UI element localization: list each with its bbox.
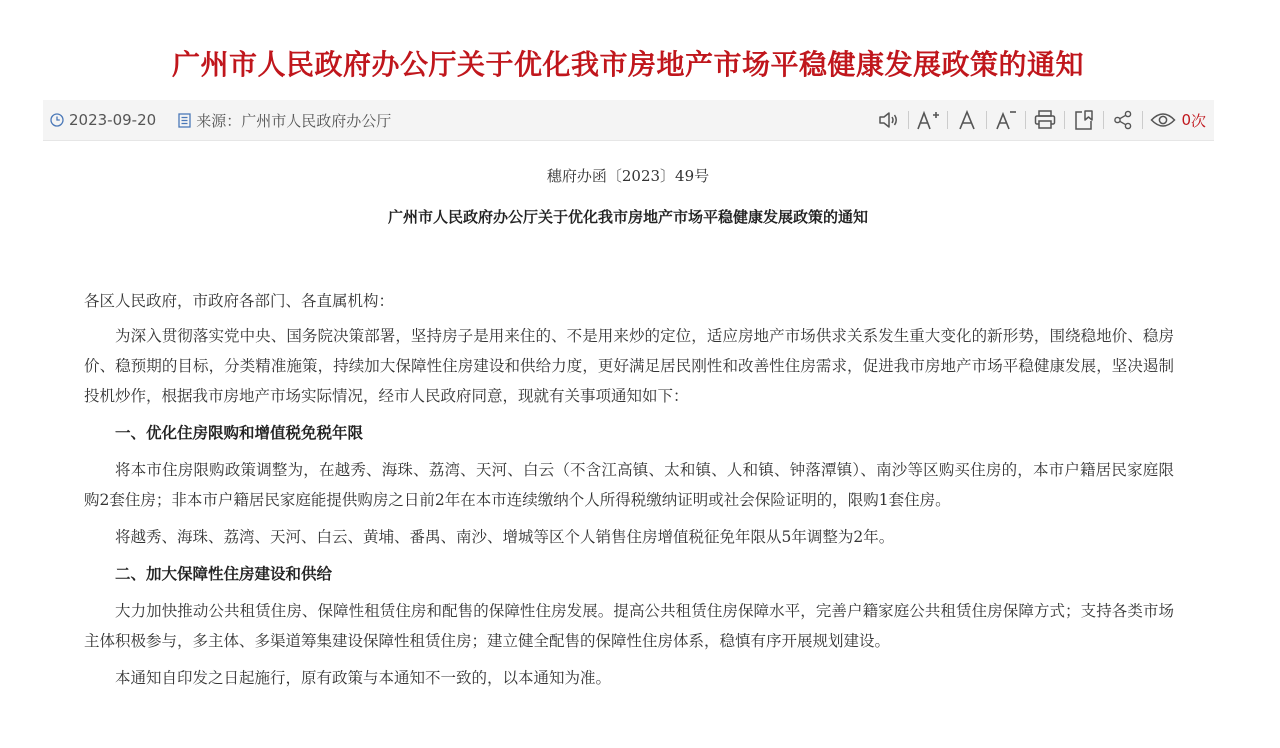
document-subtitle: 广州市人民政府办公厅关于优化我市房地产市场平稳健康发展政策的通知: [387, 208, 868, 226]
article-body: [84, 286, 1174, 700]
document-number: 穗府办函〔2023〕49号: [546, 167, 710, 185]
view-count: [1142, 100, 1206, 140]
read-aloud-button[interactable]: [869, 100, 908, 140]
page-title: 广州市人民政府办公厅关于优化我市房地产市场平稳健康发展政策的通知: [171, 47, 1084, 81]
share-icon: [1113, 110, 1133, 130]
section-heading: 一、优化住房限购和增值税免税年限: [115, 423, 364, 442]
source-label: 来源：: [196, 111, 242, 130]
paragraph: 大力加快推动公共租赁住房、保障性租赁住房和配售的保障性住房发展。提高公共租赁住房保障水平，完善户籍家庭公共租赁住房保障方式；支持各类市场主体积极参与，多主体、多渠道筹集建设保障性租赁住房；建立健全配售的保障性住房体系，稳慎有序开展规划建设。: [84, 602, 1174, 650]
bookmark-icon: [1073, 109, 1095, 131]
speaker-icon: [878, 110, 900, 130]
view-count-unit: 次: [1190, 111, 1206, 130]
font-decrease-icon: [995, 109, 1017, 131]
publish-date: [50, 111, 156, 129]
toolbar: [869, 100, 1206, 140]
eye-icon: [1150, 111, 1176, 129]
print-icon: [1034, 110, 1056, 130]
clock-icon: [50, 113, 64, 127]
paragraph: 将本市住房限购政策调整为，在越秀、海珠、荔湾、天河、白云（不含江高镇、太和镇、人和镇、钟落潭镇）、南沙等区购买住房的，本市户籍居民家庭限购2套住房；非本市户籍居民家庭能提供购房之日前2年在本市连续缴纳个人所得税缴纳证明或社会保险证明的，限购1套住房。: [84, 461, 1174, 509]
salutation: 各区人民政府，市政府各部门、各直属机构：: [84, 292, 395, 310]
font-normal-button[interactable]: [947, 100, 986, 140]
print-button[interactable]: [1025, 100, 1064, 140]
document-icon: [178, 113, 191, 128]
paragraph: 本通知自印发之日起施行，原有政策与本通知不一致的，以本通知为准。: [115, 669, 612, 687]
font-increase-icon: [916, 109, 940, 131]
section-heading: 二、加大保障性住房建设和供给: [115, 564, 333, 583]
view-count-number: 0: [1181, 111, 1191, 129]
font-increase-button[interactable]: [908, 100, 947, 140]
share-button[interactable]: [1103, 100, 1142, 140]
source-info: [178, 110, 391, 131]
font-normal-icon: [957, 109, 977, 131]
meta-info: [50, 100, 413, 140]
paragraph: 将越秀、海珠、荔湾、天河、白云、黄埔、番禺、南沙、增城等区个人销售住房增值税征免年限从5年调整为2年。: [115, 528, 895, 546]
meta-bar: [43, 100, 1214, 141]
publish-date-text: 2023-09-20: [69, 111, 157, 129]
font-decrease-button[interactable]: [986, 100, 1025, 140]
paragraph: 为深入贯彻落实党中央、国务院决策部署，坚持房子是用来住的、不是用来炒的定位，适应房地产市场供求关系发生重大变化的新形势，围绕稳地价、稳房价、稳预期的目标，分类精准施策，持续加大保障性住房建设和供给力度，更好满足居民刚性和改善性住房需求，促进我市房地产市场平稳健康发展，坚决遏制投机炒作，根据我市房地产市场实际情况，经市人民政府同意，现就有关事项通知如下：: [84, 327, 1174, 405]
source-text: 广州市人民政府办公厅: [241, 111, 392, 130]
bookmark-button[interactable]: [1064, 100, 1103, 140]
